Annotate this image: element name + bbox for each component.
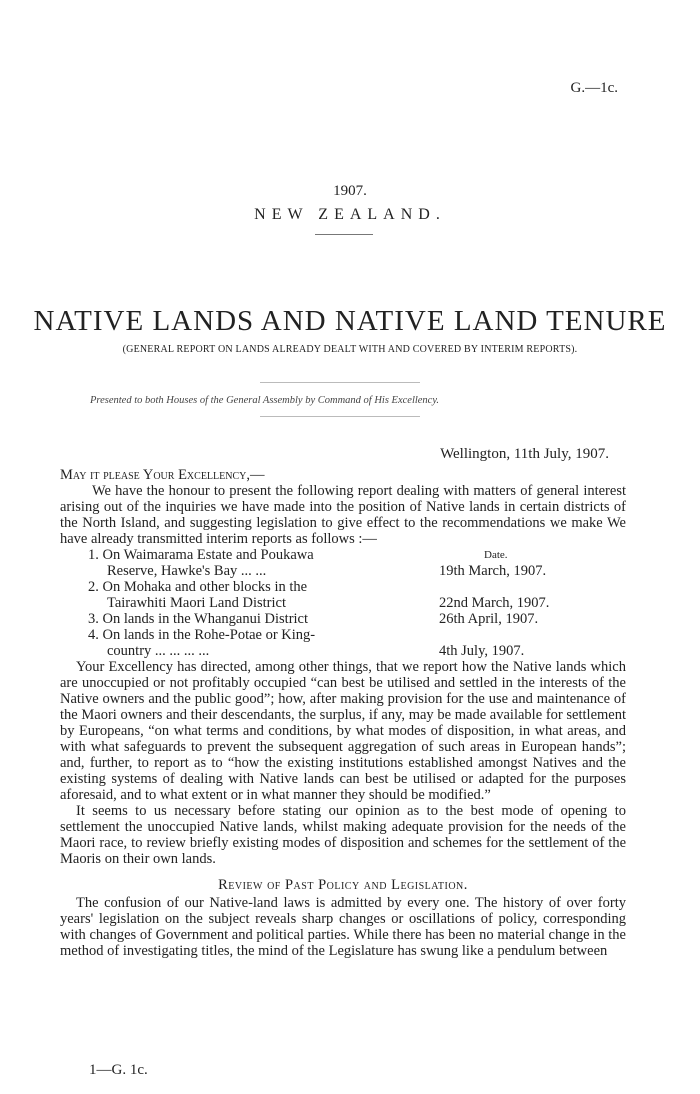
divider [315,234,373,235]
list-item [60,611,626,627]
presentation-note: Presented to both Houses of the General Assembly by Command of His Excellency. [90,395,440,406]
list-item [60,547,626,563]
list-item [60,595,626,611]
country-heading: NEW ZEALAND. [254,206,446,223]
divider [260,382,420,383]
list-item-date: 22nd March, 1907. [439,595,550,611]
list-item-date: 26th April, 1907. [439,611,539,627]
document-title: NATIVE LANDS AND NATIVE LAND TENURE [33,305,667,337]
interim-reports-list [60,547,626,659]
salutation: May it please Your Excellency,— [60,467,265,483]
list-item [60,627,626,643]
list-item-date: 4th July, 1907. [439,643,525,659]
intro-paragraph: We have the honour to present the following report dealing with matters of general interest arising out of the inquiries we have made into the position of Native lands in certain districts of the North Island, and suggesting legislation to give effect to the recommendations we make We have already transmitted interim reports as follows :— [60,483,626,547]
list-item [60,579,626,595]
list-item-text: 3. On lands in the Whanganui District [88,611,309,627]
paragraph: It seems to us necessary before stating our opinion as to the best mode of opening to settlement the unoccupied Native lands, whilst making adequate provision for the needs of the Maori race, to review briefly existing modes of disposition and schemes for the settlement of the Maoris on their own lands. [60,803,626,867]
date-column-header: Date. [484,549,508,561]
dateline: Wellington, 11th July, 1907. [440,446,609,462]
section-heading: Review of Past Policy and Legislation. [218,877,468,893]
list-item-date: 19th March, 1907. [439,563,547,579]
list-item-text: 4. On lands in the Rohe-Potae or King- [88,627,316,643]
list-item-text: Reserve, Hawke's Bay ... ... [107,563,267,579]
paragraph: The confusion of our Native-land laws is admitted by every one. The history of over forty years' legislation on the subject reveals sharp changes or oscillations of policy, corresponding with changes of Government and political parties. While there has been no material change in the method of investigating titles, the mind of the Legislature has swung like a pendulum between [60,895,626,959]
list-item [60,563,626,579]
document-reference: G.—1c. [570,80,618,96]
list-item [60,643,626,659]
list-item-text: 1. On Waimarama Estate and Poukawa [88,547,314,563]
divider [260,416,420,417]
document-subtitle: (GENERAL REPORT ON LANDS ALREADY DEALT WITH AND COVERED BY INTERIM REPORTS). [122,344,578,355]
paragraph: Your Excellency has directed, among other things, that we report how the Native lands which are unoccupied or not profitably occupied “can best be utilised and settled in the interests of the Native owners and the public good”; how, after making provision for the use and maintenance of the Maori owners and their descendants, the surplus, if any, may be made available for settlement by Europeans, “on what terms and conditions, by what modes of disposition, in what areas, and with what safeguards to prevent the subsequent aggregation of such areas in European hands”; and, further, to report as to “how the existing institutions established amongst Natives and the existing systems of dealing with Native lands can best be utilised or adapted for the purposes aforesaid, and to what extent or in what manner they should be modified.” [60,659,626,803]
list-item-text: country ... ... ... ... [107,643,210,659]
list-item-text: 2. On Mohaka and other blocks in the [88,579,308,595]
page-footer: 1—G. 1c. [89,1062,148,1078]
letter-body [60,467,626,959]
list-item-text: Tairawhiti Maori Land District [107,595,286,611]
year: 1907. [333,183,367,199]
